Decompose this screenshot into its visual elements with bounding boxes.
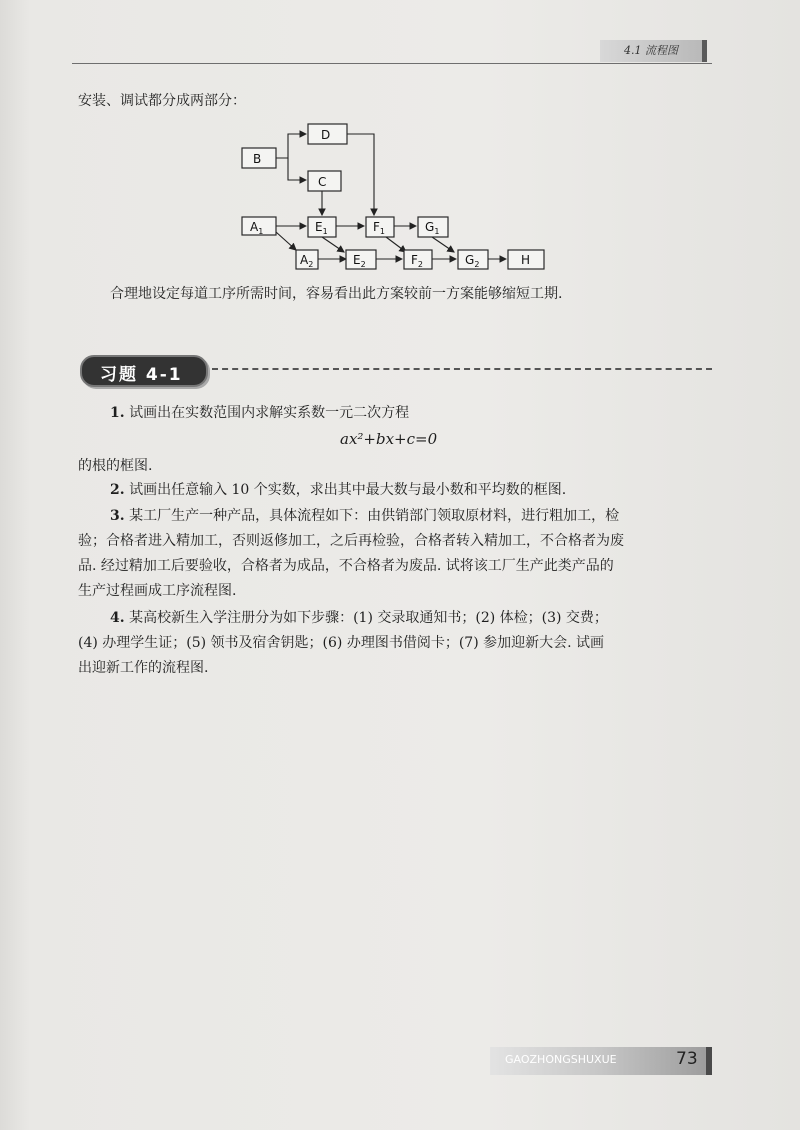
node-A2 <box>296 250 318 269</box>
section-header-tab <box>600 40 707 62</box>
node-G2 <box>458 250 488 269</box>
question-3-line-3: 品. 经过精加工后要验收，合格者为成品，不合格者为废品. 试将该工厂生产此类产品的 <box>78 558 614 574</box>
question-1-tail: 的根的框图. <box>78 458 153 474</box>
question-3-line-1: 某工厂生产一种产品，具体流程如下：由供销部门领取原材料，进行粗加工，检 <box>129 508 620 524</box>
question-4 <box>110 607 608 629</box>
question-3-line-4: 生产过程画成工序流程图. <box>78 583 237 599</box>
svg-text:F2: $F_2$ <box>411 253 423 269</box>
question-4-number: 4. <box>110 610 125 626</box>
question-2-text: 试画出任意输入 10 个实数，求出其中最大数与最小数和平均数的框图. <box>129 482 567 498</box>
svg-text:G1: $G_1$ <box>425 220 440 236</box>
svg-text:E1: $E_1$ <box>315 220 328 236</box>
node-H <box>508 250 544 269</box>
conclusion-text: 合理地设定每道工序所需时间，容易看出此方案较前一方案能够缩短工期. <box>110 286 563 302</box>
question-4-line-3: 出迎新工作的流程图. <box>78 660 209 676</box>
svg-text:D: D <box>321 128 331 142</box>
svg-text:A1: $A_1$ <box>250 220 264 236</box>
quadratic-formula: ax²+bx+c=0 <box>340 430 438 448</box>
question-4-line-1: 某高校新生入学注册分为如下步骤：(1) 交录取通知书；(2) 体检；(3) 交费； <box>129 610 608 626</box>
question-1-text: 试画出在实数范围内求解实系数一元二次方程 <box>129 405 410 421</box>
question-3 <box>110 505 619 527</box>
intro-text: 安装、调试都分成两部分： <box>78 93 246 109</box>
node-F2 <box>404 250 432 269</box>
question-4-line-2: (4) 办理学生证；(5) 领书及宿舍钥匙；(6) 办理图书借阅卡；(7) 参加迎新大会. 试画 <box>78 635 605 651</box>
question-2-number: 2. <box>110 482 125 498</box>
node-D <box>308 124 347 144</box>
question-1 <box>110 402 409 424</box>
page-number: 73 <box>676 1049 698 1069</box>
exercise-divider <box>212 368 712 370</box>
node-F1 <box>366 217 394 237</box>
question-3-line-2: 验；合格者进入精加工，否则返修加工，之后再检验，合格者转入精加工，不合格者为废 <box>78 533 624 549</box>
question-2 <box>110 479 566 501</box>
exercise-title: 习题 4-1 <box>100 365 183 385</box>
svg-text:E2: $E_2$ <box>353 253 366 269</box>
process-flowchart <box>236 118 556 278</box>
question-1-number: 1. <box>110 405 125 421</box>
header-rule <box>72 63 712 64</box>
svg-text:C: C <box>318 175 327 189</box>
node-C <box>308 171 341 191</box>
node-E2 <box>346 250 376 269</box>
footer-brand: GAOZHONGSHUXUE <box>505 1053 617 1066</box>
footer-edge <box>706 1047 712 1075</box>
flowchart-edges <box>276 134 506 259</box>
question-3-number: 3. <box>110 508 125 524</box>
node-G1 <box>418 217 448 237</box>
exercise-title-badge <box>80 355 208 387</box>
svg-text:A2: $A_2$ <box>300 253 314 269</box>
svg-text:B: B <box>253 152 262 166</box>
section-header-label: 4.1 流程图 <box>624 44 678 57</box>
node-A1 <box>242 217 276 236</box>
svg-text:H: H <box>521 253 531 267</box>
svg-text:G2: $G_2$ <box>465 253 480 269</box>
node-B <box>242 148 276 168</box>
svg-text:F1: $F_1$ <box>373 220 385 236</box>
node-E1 <box>308 217 336 237</box>
